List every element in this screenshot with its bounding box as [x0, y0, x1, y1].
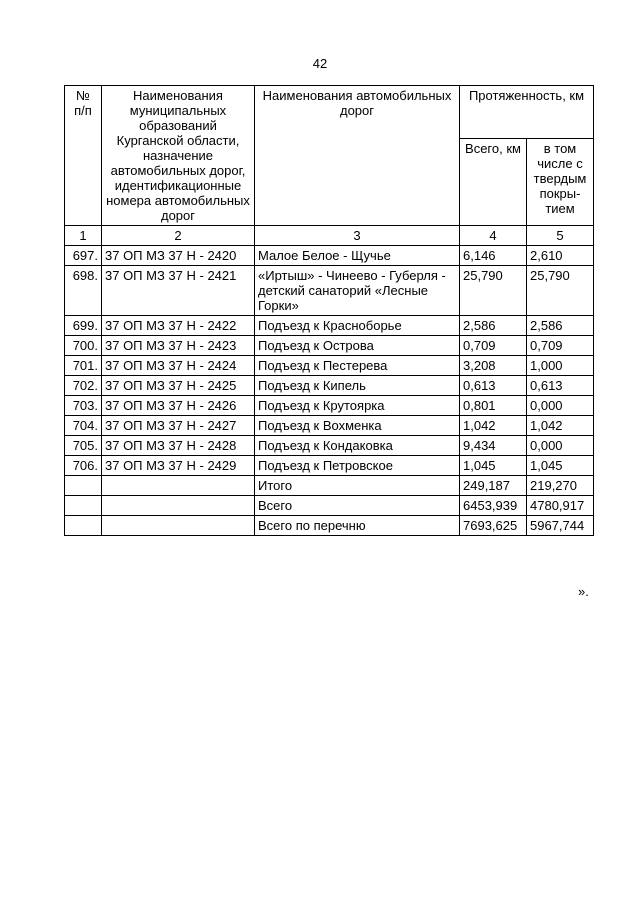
- road-id: 37 ОП МЗ 37 Н - 2420: [102, 246, 255, 266]
- table-row: [65, 456, 594, 476]
- row-number: 702.: [65, 376, 102, 396]
- length-total: 25,790: [460, 266, 527, 316]
- road-id: 37 ОП МЗ 37 Н - 2423: [102, 336, 255, 356]
- length-hard: 0,709: [527, 336, 594, 356]
- road-id: 37 ОП МЗ 37 Н - 2426: [102, 396, 255, 416]
- header-length: Протяженность, км: [460, 86, 594, 139]
- table-header: [65, 86, 594, 246]
- road-id: 37 ОП МЗ 37 Н - 2425: [102, 376, 255, 396]
- road-name: Подъезд к Острова: [255, 336, 460, 356]
- length-hard: 2,610: [527, 246, 594, 266]
- totals-hard: 5967,744: [527, 516, 594, 536]
- table-row: [65, 266, 594, 316]
- road-name: Подъезд к Кипель: [255, 376, 460, 396]
- totals-row: [65, 476, 594, 496]
- table-row: [65, 416, 594, 436]
- totals-label: Итого: [255, 476, 460, 496]
- row-number: 698.: [65, 266, 102, 316]
- table-row: [65, 376, 594, 396]
- road-name: «Иртыш» - Чинеево - Губерля - детский санаторий «Лесные Горки»: [255, 266, 460, 316]
- length-hard: 0,000: [527, 436, 594, 456]
- row-number: 703.: [65, 396, 102, 416]
- totals-label: Всего: [255, 496, 460, 516]
- row-number: 706.: [65, 456, 102, 476]
- length-total: 3,208: [460, 356, 527, 376]
- road-id: 37 ОП МЗ 37 Н - 2421: [102, 266, 255, 316]
- road-name: Малое Белое - Щучье: [255, 246, 460, 266]
- totals-hard: 4780,917: [527, 496, 594, 516]
- row-number: 705.: [65, 436, 102, 456]
- road-id: 37 ОП МЗ 37 Н - 2429: [102, 456, 255, 476]
- column-number: 1: [65, 226, 102, 246]
- length-hard: 25,790: [527, 266, 594, 316]
- length-total: 1,042: [460, 416, 527, 436]
- length-hard: 0,000: [527, 396, 594, 416]
- length-hard: 1,000: [527, 356, 594, 376]
- length-hard: 1,045: [527, 456, 594, 476]
- table-row: [65, 356, 594, 376]
- column-number: 3: [255, 226, 460, 246]
- column-number-row: [65, 226, 594, 246]
- road-name: Подъезд к Петровское: [255, 456, 460, 476]
- totals-total: 6453,939: [460, 496, 527, 516]
- row-number: 699.: [65, 316, 102, 336]
- header-municipality: Наименования муниципальных образований Курганской области, назначение автомобильных дорог, идентификационные номера автомобильных дорог: [102, 86, 255, 226]
- column-number: 4: [460, 226, 527, 246]
- length-total: 0,801: [460, 396, 527, 416]
- road-name: Подъезд к Вохменка: [255, 416, 460, 436]
- page-number: 42: [312, 56, 328, 71]
- road-name: Подъезд к Кондаковка: [255, 436, 460, 456]
- road-name: Подъезд к Крутоярка: [255, 396, 460, 416]
- length-total: 6,146: [460, 246, 527, 266]
- length-total: 0,709: [460, 336, 527, 356]
- length-total: 9,434: [460, 436, 527, 456]
- row-number: 704.: [65, 416, 102, 436]
- road-name: Подъезд к Красноборье: [255, 316, 460, 336]
- roads-table: [64, 85, 594, 536]
- header-number: № п/п: [65, 86, 102, 226]
- totals-label: Всего по перечню: [255, 516, 460, 536]
- length-total: 0,613: [460, 376, 527, 396]
- length-hard: 2,586: [527, 316, 594, 336]
- column-number: 5: [527, 226, 594, 246]
- table-row: [65, 336, 594, 356]
- table-row: [65, 246, 594, 266]
- length-total: 2,586: [460, 316, 527, 336]
- length-hard: 1,042: [527, 416, 594, 436]
- table-row: [65, 396, 594, 416]
- header-road-name: Наименования автомобильных дорог: [255, 86, 460, 226]
- length-hard: 0,613: [527, 376, 594, 396]
- road-id: 37 ОП МЗ 37 Н - 2424: [102, 356, 255, 376]
- header-total-km: Всего, км: [460, 139, 527, 226]
- table-row: [65, 316, 594, 336]
- closing-mark: ».: [578, 584, 589, 599]
- road-id: 37 ОП МЗ 37 Н - 2428: [102, 436, 255, 456]
- totals-hard: 219,270: [527, 476, 594, 496]
- length-total: 1,045: [460, 456, 527, 476]
- row-number: 701.: [65, 356, 102, 376]
- totals-row: [65, 496, 594, 516]
- road-name: Подъезд к Пестерева: [255, 356, 460, 376]
- totals-total: 249,187: [460, 476, 527, 496]
- totals-row: [65, 516, 594, 536]
- table-row: [65, 436, 594, 456]
- column-number: 2: [102, 226, 255, 246]
- row-number: 697.: [65, 246, 102, 266]
- road-id: 37 ОП МЗ 37 Н - 2427: [102, 416, 255, 436]
- totals-total: 7693,625: [460, 516, 527, 536]
- row-number: 700.: [65, 336, 102, 356]
- road-id: 37 ОП МЗ 37 Н - 2422: [102, 316, 255, 336]
- header-hard-surface: в том числе с твердым покры-тием: [527, 139, 594, 226]
- table-body: [65, 246, 594, 536]
